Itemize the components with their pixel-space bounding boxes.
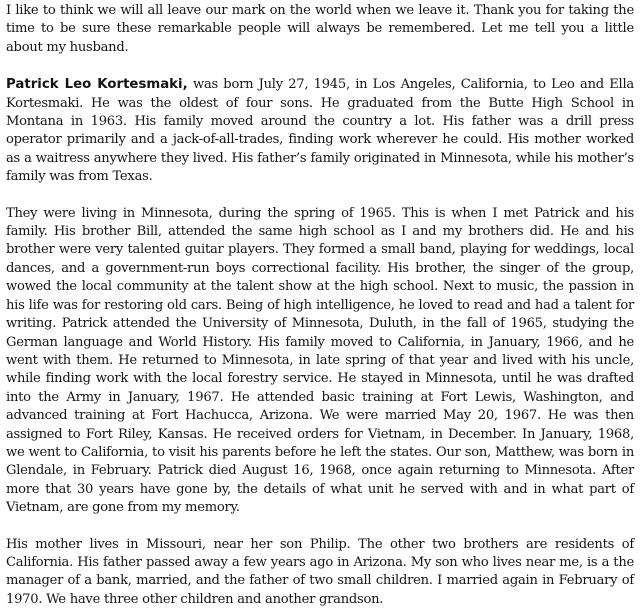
biography-paragraph — [6, 76, 634, 186]
family-paragraph: His mother lives in Missouri, near her son Philip. The other two brothers are residents of California. His father passed away a few years ago in Arizona. My son who lives near me, is a the manager of a bank, married, and the father of two small children. I married again in February of 1970. We have three other children and another grandson. — [6, 536, 634, 607]
subject-name: Patrick Leo Kortesmaki, — [6, 77, 188, 93]
intro-paragraph: I like to think we will all leave our mark on the world when we leave it. Thank you for taking the time to be sure these remarkable people will always be remembered. Let me tell you a little about my husband. — [6, 3, 634, 55]
biography-text: was born July 27, 1945, in Los Angeles, California, to Leo and Ella Kortesmaki. He was the oldest of four sons. He graduated from the Butte High School in Montana in 1963. His family moved around the country a lot. His father was a drill press operator primarily and a jack-of-all-trades, finding work wherever he could. His mother worked as a waitress anywhere they lived. His father’s family originated in Minnesota, while his mother’s family was from Texas. — [6, 77, 634, 185]
story-paragraph: They were living in Minnesota, during the spring of 1965. This is when I met Patrick and his family. His brother Bill, attended the same high school as I and my brothers did. He and his brother were very talented guitar players. They formed a small band, playing for weddings, local dances, and a government-run boys correctional facility. His brother, the singer of the group, wowed the local community at the talent show at the high school. Next to music, the passion in his life was for restoring old cars. Being of high intelligence, he loved to read and had a talent for writing. Patrick attended the University of Minnesota, Duluth, in the fall of 1965, studying the German language and World History. His family moved to California, in January, 1966, and he went with them. He returned to Minnesota, in late spring of that year and lived with his uncle, while finding work with the local forestry service. He stayed in Minnesota, until he was drafted into the Army in January, 1967. He attended basic training at Fort Lewis, Washington, and advanced training at Fort Hachucca, Arizona. We were married May 20, 1967. He was then assigned to Fort Riley, Kansas. He received orders for Vietnam, in December. In January, 1968, we went to California, to visit his parents before he left the states. Our son, Matthew, was born in Glendale, in February. Patrick died August 16, 1968, once again returning to Minnesota. After more that 30 years have gone by, the details of what unit he served with and in what part of Vietnam, are gone from my memory. — [6, 205, 634, 516]
